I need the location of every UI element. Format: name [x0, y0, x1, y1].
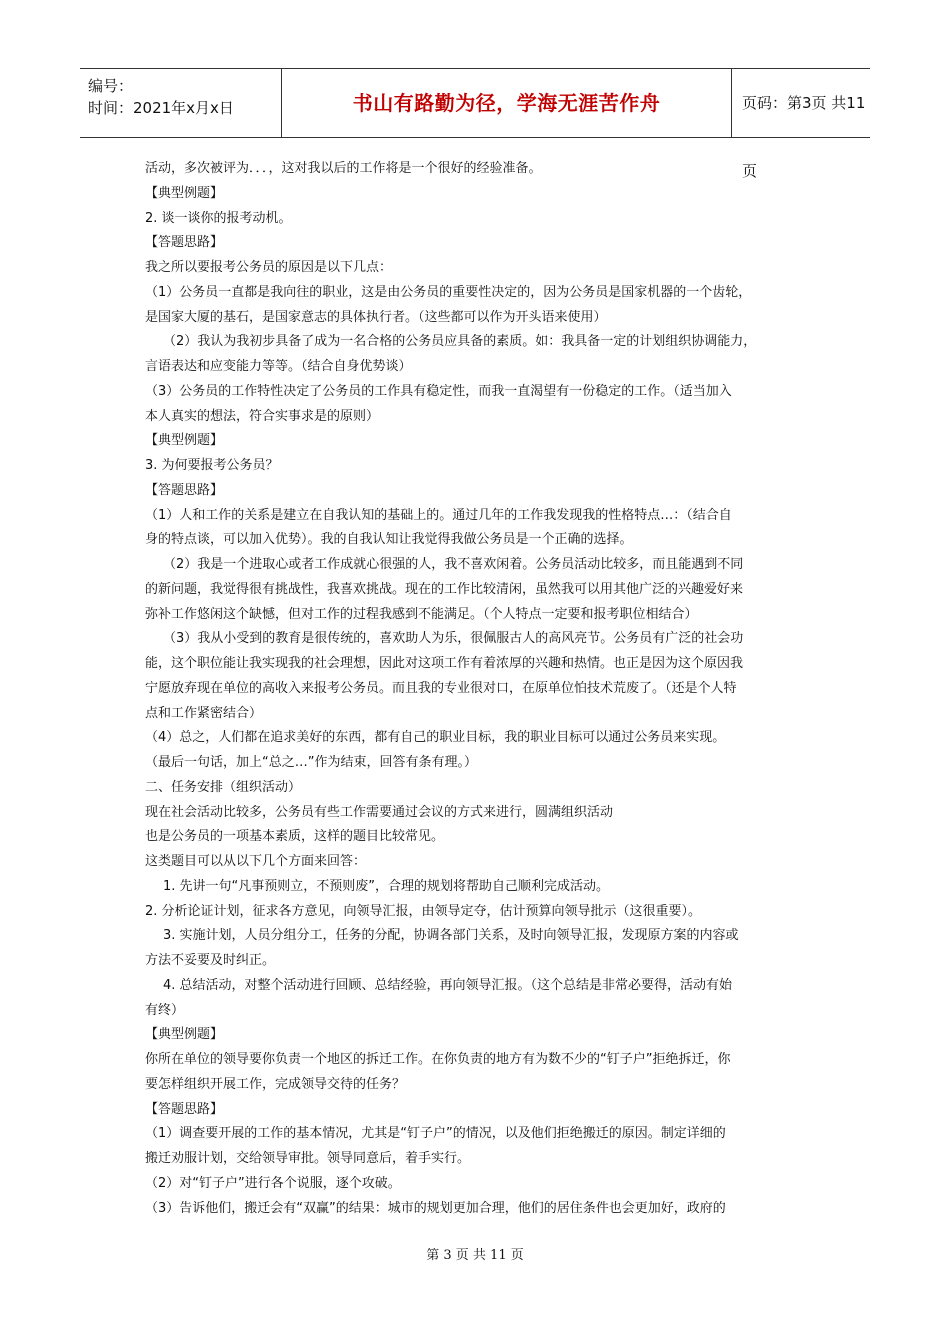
- text-line: 2. 谈一谈你的报考动机。: [145, 210, 292, 226]
- text-line: 【典型例题】: [145, 433, 224, 449]
- text-line: （最后一句话，加上“总之…”作为结束，回答有条有理。）: [145, 755, 477, 770]
- text-line: 点和工作紧密结合）: [145, 705, 263, 721]
- text-line: （2）对“钉子户”进行各个说服，逐个攻破。: [145, 1175, 401, 1191]
- text-line: 的新问题，我觉得很有挑战性，我喜欢挑战。现在的工作比较清闲，虽然我可以用其他广泛的兴趣爱好来: [145, 581, 744, 597]
- text-line: （1）人和工作的关系是建立在自我认知的基础上的。通过几年的工作我发现我的性格特点…：（结合自: [145, 507, 732, 523]
- text-line: 【典型例题】: [145, 1027, 224, 1043]
- text-line: （3）我从小受到的教育是很传统的，喜欢助人为乐，很佩服古人的高风亮节。公务员有广泛的社会功: [163, 631, 744, 647]
- text-line: 我之所以要报考公务员的原因是以下几点：: [145, 260, 393, 275]
- text-line: 这类题目可以从以下几个方面来回答：: [145, 854, 367, 869]
- text-line: 搬迁劝服计划，交给领导审批。领导同意后，着手实行。: [145, 1151, 471, 1166]
- text-line: （2）我认为我初步具备了成为一名合格的公务员应具备的素质。如：我具备一定的计划组织协调能力，: [163, 334, 757, 350]
- text-line: 有终）: [145, 1002, 185, 1018]
- text-line: 【典型例题】: [145, 185, 224, 201]
- document-date: 时间：2021年x月x日: [88, 99, 234, 117]
- text-line: 身的特点谈，可以加入优势）。我的自我认知让我觉得我做公务员是一个正确的选择。: [145, 532, 633, 548]
- document-body: [145, 157, 805, 1221]
- header-meta: [80, 69, 282, 137]
- text-line: （1）公务员一直都是我向往的职业，这是由公务员的重要性决定的，因为公务员是国家机器的一个齿轮，: [145, 284, 752, 300]
- text-line: （3）告诉他们，搬迁会有“双赢”的结果：城市的规划更加合理，他们的居住条件也会更加好，政府的: [145, 1200, 726, 1216]
- document-number: 编号：: [88, 77, 134, 95]
- text-line: 方法不妥要及时纠正。: [145, 953, 276, 968]
- text-line: 本人真实的想法，符合实事求是的原则）: [145, 408, 380, 424]
- text-line: 弥补工作悠闲这个缺憾，但对工作的过程我感到不能满足。（个人特点一定要和报考职位相结合）: [145, 606, 698, 622]
- text-line: 宁愿放弃现在单位的高收入来报考公务员。而且我的专业很对口，在原单位怕技术荒废了。（还是个人特: [145, 680, 737, 696]
- text-line: 2. 分析论证计划，征求各方意见，向领导汇报，由领导定夺，估计预算向领导批示（这很重要）。: [145, 903, 702, 919]
- text-line: 活动，多次被评为．．．，这对我以后的工作将是一个很好的经验准备。: [145, 161, 542, 176]
- header-page-number: 页码：第3页 共11页: [742, 94, 866, 180]
- text-line: （4）总之，人们都在追求美好的东西，都有自己的职业目标，我的职业目标可以通过公务员来实现。: [145, 730, 726, 746]
- text-line: 【答题思路】: [145, 482, 224, 498]
- text-line: 4. 总结活动，对整个活动进行回顾、总结经验，再向领导汇报。（这个总结是非常必要得，活动有始: [163, 977, 733, 993]
- text-line: 是国家大厦的基石，是国家意志的具体执行者。（这些都可以作为开头语来使用）: [145, 309, 607, 325]
- text-line: （2）我是一个进取心或者工作成就心很强的人，我不喜欢闲着。公务员活动比较多，而且能遇到不同: [163, 557, 744, 572]
- text-line: 要怎样组织开展工作，完成领导交待的任务？: [145, 1076, 406, 1092]
- text-line: 3. 实施计划，人员分组分工，任务的分配，协调各部门关系，及时向领导汇报，发现原方案的内容或: [163, 928, 739, 944]
- header-page-cell: [732, 69, 870, 180]
- text-line: 【答题思路】: [145, 235, 224, 251]
- text-line: （1）调查要开展的工作的基本情况，尤其是“钉子户”的情况，以及他们拒绝搬迁的原因。制定详细的: [145, 1126, 726, 1142]
- text-line: 【答题思路】: [145, 1101, 224, 1117]
- text-line: 3. 为何要报考公务员？: [145, 458, 279, 473]
- header-motto-cell: [282, 69, 732, 137]
- text-line: 1. 先讲一句“凡事预则立，不预则废”，合理的规划将帮助自己顺利完成活动。: [163, 878, 610, 894]
- text-line: 二、任务安排（组织活动）: [145, 779, 302, 795]
- text-line: 也是公务员的一项基本素质，这样的题目比较常见。: [145, 829, 445, 845]
- header-motto: 书山有路勤为径，学海无涯苦作舟: [352, 91, 661, 115]
- text-line: 言语表达和应变能力等等。（结合自身优势谈）: [145, 359, 412, 374]
- page-footer: 第 3 页 共 11 页: [426, 1248, 524, 1263]
- text-line: 能，这个职位能让我实现我的社会理想，因此对这项工作有着浓厚的兴趣和热情。也正是因为这个原因我: [145, 656, 744, 671]
- text-line: 现在社会活动比较多，公务员有些工作需要通过会议的方式来进行，圆满组织活动: [145, 804, 614, 820]
- text-line: 你所在单位的领导要你负责一个地区的拆迁工作。在你负责的地方有为数不少的“钉子户”拒绝拆迁，你: [145, 1052, 731, 1067]
- text-line: （3）公务员的工作特性决定了公务员的工作具有稳定性，而我一直渴望有一份稳定的工作。（适当加入: [145, 383, 732, 399]
